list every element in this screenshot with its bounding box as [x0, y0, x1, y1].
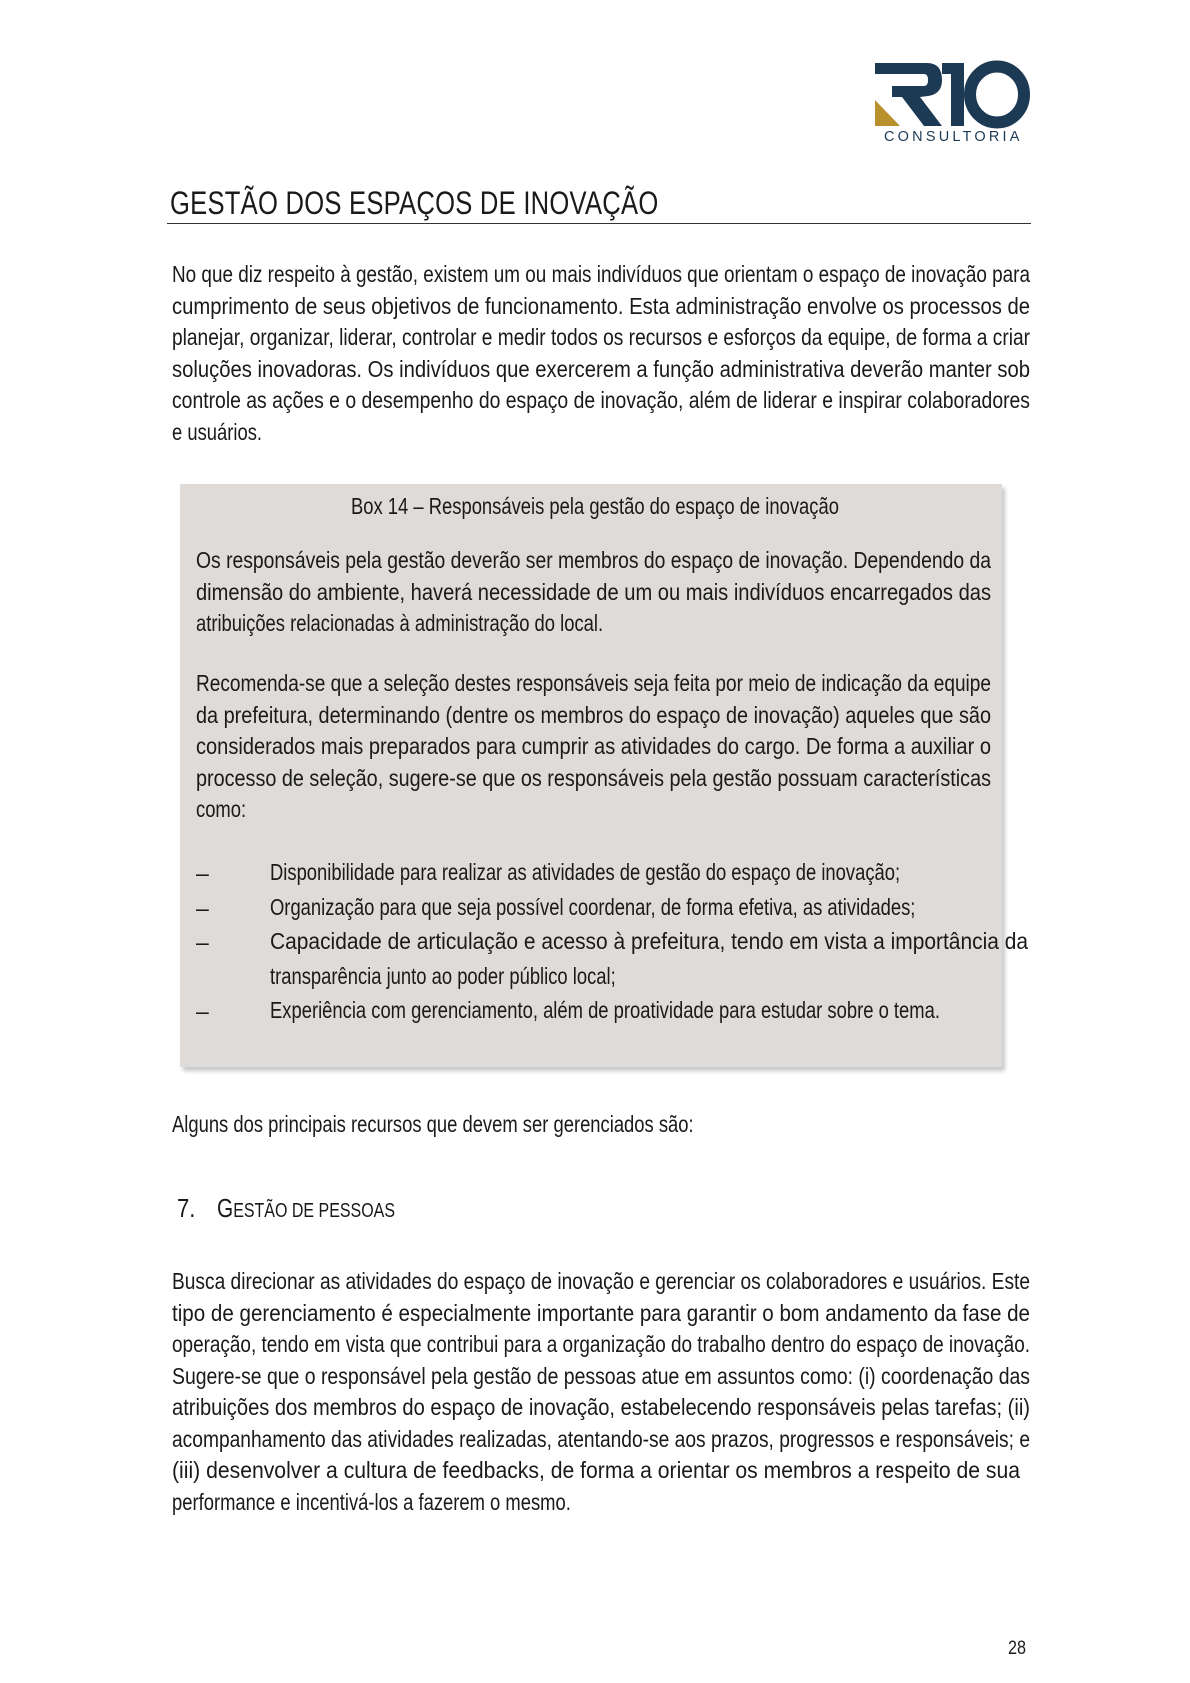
text-line-content: soluções inovadoras. Os indivíduos que exercerem a função administrativa deverão manter sob: [172, 355, 1030, 382]
bullet-text: Capacidade de articulação e acesso à prefeitura, tendo em vista a importância da: [270, 928, 1028, 954]
bullet-line: [270, 890, 991, 925]
text-line-content: atribuições dos membros do espaço de inovação, estabelecendo responsáveis pelas tarefas; (ii): [172, 1394, 1030, 1420]
bullet-text: Disponibilidade para realizar as atividades de gestão do espaço de inovação;: [270, 859, 901, 885]
box-paragraph-1: [196, 545, 991, 640]
text-line: [172, 1455, 1030, 1487]
bullet-line: [270, 993, 991, 1028]
text-line: [172, 385, 1030, 417]
bullet-text: Organização para que seja possível coordenar, de forma efetiva, as atividades;: [270, 893, 916, 920]
section-paragraph: [172, 1266, 1030, 1518]
text-line: [196, 700, 991, 732]
box-bullet-item: [196, 924, 1028, 993]
text-line: [196, 577, 991, 609]
text-line: [196, 794, 991, 826]
resources-intro: [172, 1108, 1030, 1142]
text-line: [196, 668, 991, 700]
section-title-initial: G: [217, 1193, 234, 1223]
text-line: [172, 1361, 1030, 1393]
text-line-content: Recomenda-se que a seleção destes responsáveis seja feita por meio de indicação da equipe: [196, 670, 991, 696]
text-line: [172, 1487, 1030, 1519]
dash-bullet-icon: –: [196, 998, 209, 1024]
text-line-content: Os responsáveis pela gestão deverão ser membros do espaço de inovação. Dependendo da: [196, 547, 991, 573]
bullet-text: transparência junto ao poder público local;: [270, 962, 616, 989]
section-title-rest: ESTÃO DE PESSOAS: [233, 1200, 396, 1222]
text-line-content: controle as ações e o desempenho do espaço de inovação, além de liderar e inspirar colaboradores: [172, 387, 1030, 413]
text-line: [172, 354, 1030, 386]
box-title: [0, 493, 1190, 520]
r10-logo-mark-icon: [872, 60, 1032, 130]
page-title: GESTÃO DOS ESPAÇOS DE INOVAÇÃO: [170, 185, 659, 221]
text-line-content: atribuições relacionadas à administração do local.: [196, 610, 604, 636]
text-line-content: acompanhamento das atividades realizadas, atentando-se aos prazos, progressos e responsáveis; e: [172, 1425, 1030, 1452]
text-line-content: (iii) desenvolver a cultura de feedbacks, de forma a orientar os membros a respeito de sua: [172, 1457, 1021, 1483]
text-line: [172, 1298, 1030, 1330]
text-line-content: dimensão do ambiente, haverá necessidade de um ou mais indivíduos encarregados das: [196, 578, 991, 605]
dash-bullet-icon: –: [196, 860, 209, 886]
bullet-line: [270, 855, 991, 890]
text-line: [196, 731, 991, 763]
text-line-content: tipo de gerenciamento é especialmente importante para garantir o bom andamento da fase de: [172, 1299, 1030, 1326]
text-line-content: Busca direcionar as atividades do espaço de inovação e gerenciar os colaboradores e usuários. Este: [172, 1268, 1030, 1294]
section-heading: [177, 1193, 440, 1224]
page-number: 28: [1008, 1638, 1026, 1659]
section-title: [217, 1193, 395, 1224]
text-line: [172, 1266, 1030, 1298]
title-divider: [167, 223, 1031, 224]
text-line-content: da prefeitura, determinando (dentre os membros do espaço de inovação) aqueles que são: [196, 701, 991, 728]
box-bullet-item: [196, 993, 991, 1028]
text-line: [172, 259, 1030, 291]
text-line: [172, 1329, 1030, 1361]
text-line-content: como:: [196, 796, 247, 822]
text-line-content: No que diz respeito à gestão, existem um ou mais indivíduos que orientam o espaço de inovação para: [172, 261, 1030, 287]
text-line: [196, 608, 991, 640]
text-line-content: cumprimento de seus objetivos de funcionamento. Esta administração envolve os processos de: [172, 292, 1030, 319]
dash-bullet-icon: –: [196, 894, 209, 921]
box-bullet-list: [196, 855, 1028, 1028]
box-bullet-item: [196, 855, 991, 890]
section-number: 7.: [177, 1193, 196, 1223]
text-line-content: performance e incentivá-los a fazerem o mesmo.: [172, 1488, 571, 1515]
bullet-text: Experiência com gerenciamento, além de proatividade para estudar sobre o tema.: [270, 997, 940, 1023]
box-paragraph-2: [196, 668, 991, 826]
text-line: [172, 1392, 1030, 1424]
dash-bullet-icon: –: [196, 929, 209, 955]
box-bullet-item: [196, 890, 991, 925]
text-line: [172, 322, 1030, 354]
box-title-text: Box 14 – Responsáveis pela gestão do espaço de inovação: [351, 493, 839, 519]
text-line: [196, 763, 991, 795]
text-line-content: planejar, organizar, liderar, controlar e medir todos os recursos e esforços da equipe, de forma a criar: [172, 324, 1030, 350]
logo-tagline: CONSULTORIA: [884, 129, 1023, 145]
text-line: [172, 417, 1030, 449]
text-line: [172, 1424, 1030, 1456]
text-line: [172, 291, 1030, 323]
text-line-content: processo de seleção, sugere-se que os responsáveis pela gestão possuam características: [196, 764, 991, 791]
text-line-content: considerados mais preparados para cumprir as atividades do cargo. De forma a auxiliar o: [196, 733, 991, 759]
text-line-content: Sugere-se que o responsável pela gestão de pessoas atue em assuntos como: (i) coordenação das: [172, 1362, 1030, 1389]
text-line-content: operação, tendo em vista que contribui para a organização do trabalho dentro do espaço de inovação.: [172, 1331, 1030, 1357]
bullet-line: [270, 924, 1028, 959]
text-line: [196, 545, 991, 577]
resources-intro-text: Alguns dos principais recursos que devem ser gerenciados são:: [172, 1111, 694, 1137]
intro-paragraph: [172, 259, 1030, 448]
text-line-content: e usuários.: [172, 418, 263, 445]
bullet-line: [270, 959, 991, 994]
